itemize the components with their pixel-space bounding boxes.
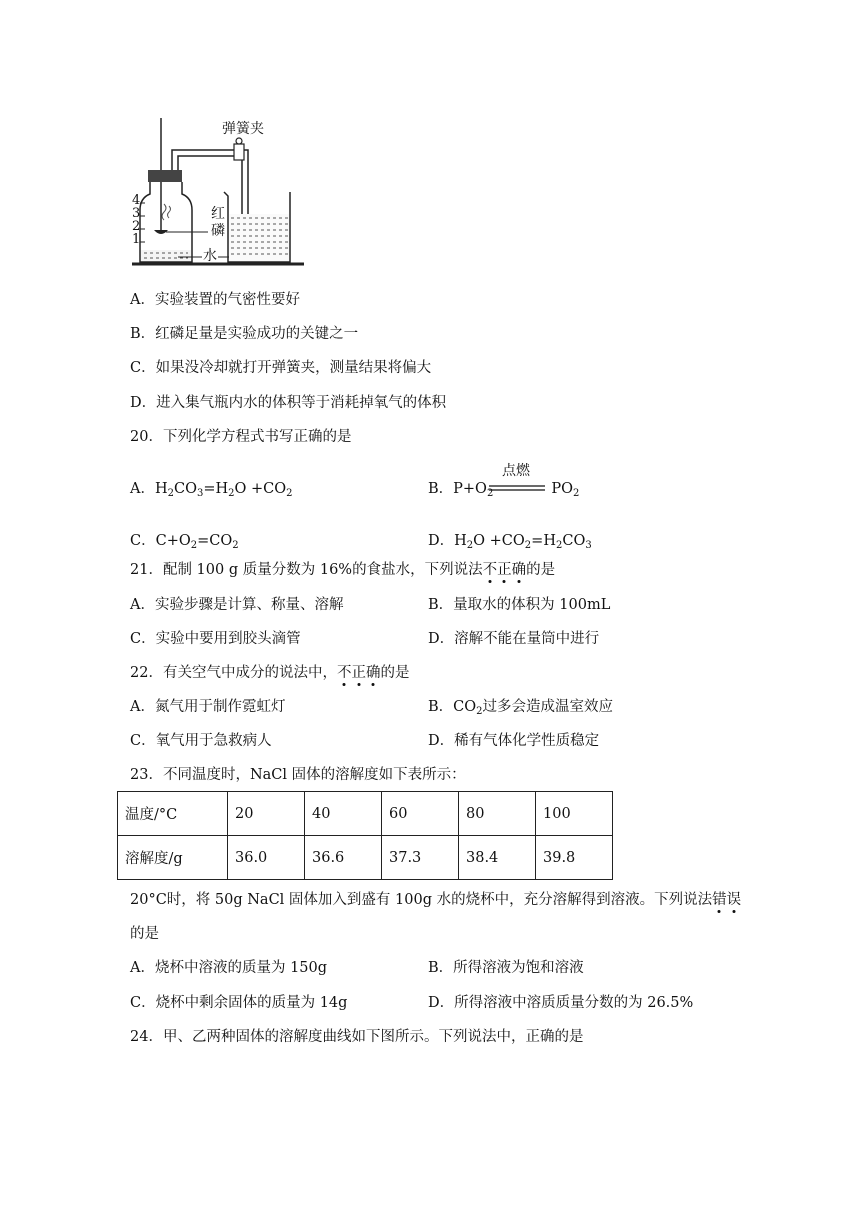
q20-option-c: C．$C+O_2=CO_2$: [130, 533, 239, 551]
q23-description-cont: 的是: [130, 926, 159, 942]
table-cell: 36.6: [305, 836, 382, 880]
q23-option-d: D．所得溶液中溶质质量分数的为 26.5%: [428, 995, 694, 1011]
label-spring-clip: 弹簧夹: [222, 121, 264, 137]
q21-option-a: A．实验步骤是计算、称量、溶解: [130, 597, 344, 613]
q19-option-a: A．实验装置的气密性要好: [130, 292, 300, 308]
q20-option-d: D．$H_2O +CO_2=H_2CO_3$: [428, 533, 592, 551]
table-cell: 温度/°C: [118, 792, 228, 836]
table-cell: 100: [536, 792, 613, 836]
q23-option-a: A．烧杯中溶液的质量为 150g: [130, 960, 328, 976]
table-row: [118, 836, 613, 880]
q22-option-b: B．$CO_2$过多会造成温室效应: [428, 699, 614, 717]
q23-description: 20°C时，将 50g NaCl 固体加入到盛有 100g 水的烧杯中，充分溶解得到溶液。下列说法错误: [130, 892, 742, 908]
q23-option-b: B．所得溶液为饱和溶液: [428, 960, 584, 976]
q22-stem: 22．有关空气中成分的说法中，不正确的是: [130, 665, 410, 681]
table-cell: 37.3: [382, 836, 459, 880]
apparatus-diagram: [128, 112, 308, 274]
tick-4: 4: [132, 193, 141, 208]
q23-stem: 23．不同温度时，NaCl 固体的溶解度如下表所示：: [130, 767, 466, 783]
q22-option-c: C．氧气用于急救病人: [130, 733, 272, 749]
q22-option-a: A．氮气用于制作霓虹灯: [130, 699, 286, 715]
table-cell: 36.0: [228, 836, 305, 880]
solubility-table: [117, 791, 613, 880]
q21-stem: 21．配制 100 g 质量分数为 16%的食盐水，下列说法不正确的是: [130, 562, 556, 578]
q21-option-c: C．实验中要用到胶头滴管: [130, 631, 301, 647]
q23-option-c: C．烧杯中剩余固体的质量为 14g: [130, 995, 348, 1011]
table-cell: 39.8: [536, 836, 613, 880]
label-red: 红: [211, 206, 225, 222]
q20-equals-sign: [489, 484, 545, 492]
spring-clip: [234, 144, 244, 160]
stopper: [148, 170, 182, 182]
tick-1: 1: [132, 232, 141, 247]
q19-option-b: B．红磷足量是实验成功的关键之一: [130, 326, 359, 342]
q22-option-d: D．稀有气体化学性质稳定: [428, 733, 600, 749]
q21-option-b: B．量取水的体积为 100mL: [428, 597, 611, 613]
table-cell: 40: [305, 792, 382, 836]
q19-option-d: D．进入集气瓶内水的体积等于消耗掉氧气的体积: [130, 395, 447, 411]
tick-3: 3: [132, 206, 141, 221]
q21-option-d: D．溶解不能在量筒中进行: [428, 631, 600, 647]
bottle-water: [141, 250, 191, 261]
q19-option-c: C．如果没冷却就打开弹簧夹，测量结果将偏大: [130, 360, 432, 376]
q20-option-a: A．$H_2CO_3=H_2O +CO_2$: [130, 481, 293, 499]
table-cell: 20: [228, 792, 305, 836]
q20-stem: 20．下列化学方程式书写正确的是: [130, 429, 352, 445]
table-cell: 溶解度/g: [118, 836, 228, 880]
q20-option-b: B．$P+O_2$ $PO_2$: [428, 481, 580, 499]
q20-condition: 点燃: [502, 463, 530, 479]
label-water: 水: [203, 248, 217, 264]
table-cell: 80: [459, 792, 536, 836]
table-cell: 60: [382, 792, 459, 836]
table-cell: 38.4: [459, 836, 536, 880]
tick-2: 2: [132, 219, 141, 234]
table-row: [118, 792, 613, 836]
combustion-spoon: [154, 230, 168, 234]
label-phosphorus: 磷: [211, 223, 225, 239]
q24-stem: 24．甲、乙两种固体的溶解度曲线如下图所示。下列说法中，正确的是: [130, 1029, 584, 1045]
